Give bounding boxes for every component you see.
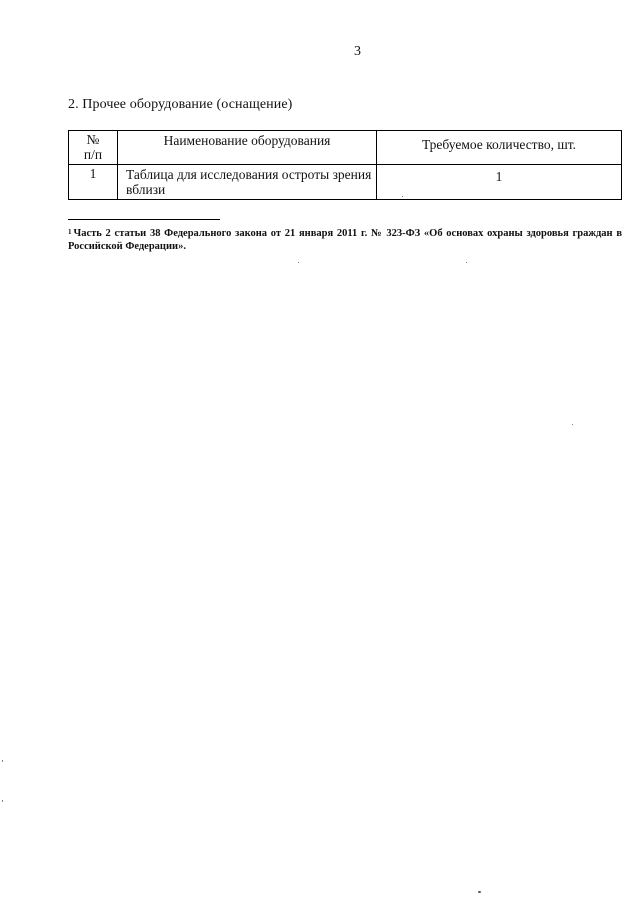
scan-speck bbox=[466, 262, 467, 263]
footnote-text: Часть 2 статьи 38 Федерального закона от 21 января 2011 г. № 323-ФЗ «Об основах охраны здоровья граждан в Российской Федерации». bbox=[68, 228, 622, 252]
footnote bbox=[68, 227, 622, 253]
scan-speck bbox=[298, 262, 299, 263]
section-heading: 2. Прочее оборудование (оснащение) bbox=[68, 97, 293, 112]
table-row bbox=[69, 165, 622, 200]
scan-speck bbox=[402, 196, 403, 197]
header-number-line1: № bbox=[86, 132, 100, 147]
scan-speck bbox=[2, 800, 3, 802]
row-equipment-name: Таблица для исследования остроты зрения вблизи bbox=[118, 165, 377, 200]
row-quantity: 1 bbox=[377, 165, 622, 200]
footnote-divider bbox=[68, 219, 220, 220]
header-number-line2: п/п bbox=[83, 147, 103, 162]
row-number: 1 bbox=[69, 165, 118, 200]
page-number: 3 bbox=[354, 44, 361, 59]
equipment-table bbox=[68, 130, 622, 200]
table-header-row bbox=[69, 131, 622, 165]
header-name: Наименование оборудования bbox=[118, 131, 377, 165]
header-quantity: Требуемое количество, шт. bbox=[377, 131, 622, 165]
footnote-marker: 1 bbox=[68, 228, 72, 236]
scan-speck bbox=[572, 424, 573, 425]
header-number bbox=[69, 131, 118, 165]
scan-speck bbox=[478, 891, 481, 893]
scan-speck bbox=[2, 760, 3, 762]
